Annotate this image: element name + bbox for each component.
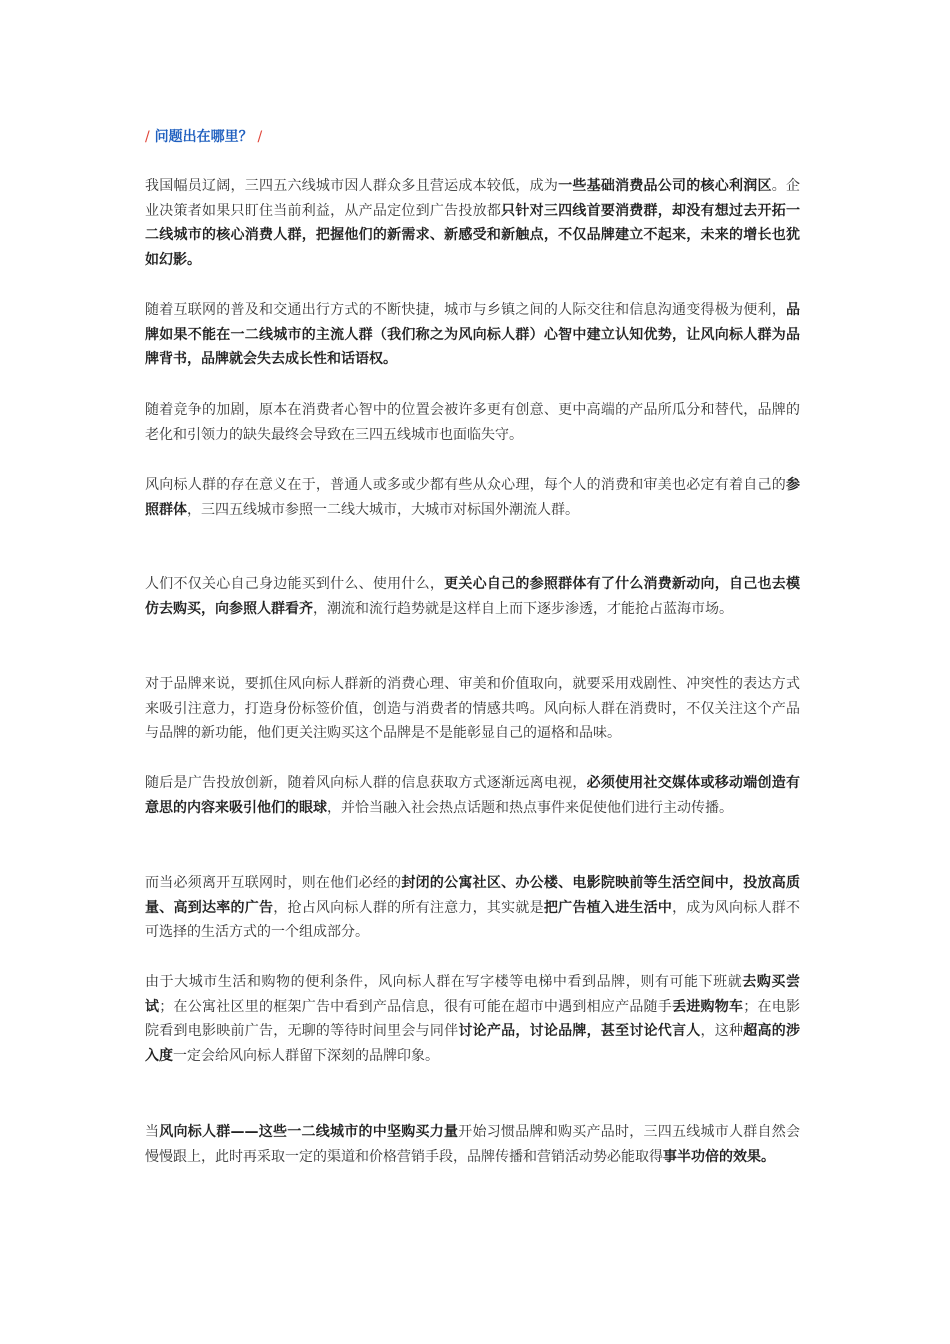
- emphasis-text: 只针对三四线首要消费群，却没有想过去开拓一二线城市的核心消费人群，把握他们的新需求、新感受和新触点，不仅品牌建立不起来，未来的增长也犹如幻影。: [145, 202, 800, 268]
- emphasis-text: 丢进购物车: [672, 998, 744, 1015]
- paragraph: [145, 871, 800, 945]
- emphasis-text: 必须使用社交媒体或移动端创造有意思的内容来吸引他们的眼球: [145, 775, 800, 816]
- heading-slash-left: /: [145, 129, 150, 145]
- paragraph: [145, 473, 800, 522]
- body-text: ，三四五线城市参照一二线大城市，大城市对标国外潮流人群。: [187, 501, 579, 518]
- body-text: 随后是广告投放创新，随着风向标人群的信息获取方式逐渐远离电视，: [145, 775, 587, 791]
- emphasis-text: 把广告植入进生活中: [543, 899, 673, 916]
- emphasis-text: 参照群体: [145, 477, 800, 518]
- body-text: 人们不仅关心自己身边能买到什么、使用什么，: [145, 576, 445, 592]
- paragraph: [145, 771, 800, 820]
- paragraph: [145, 672, 800, 746]
- section-heading: [145, 127, 262, 147]
- heading-slash-right: /: [257, 129, 263, 145]
- body-text: ，成为风向标人群不可选择的生活方式的一个组成部分。: [145, 899, 801, 940]
- emphasis-text: 风向标人群——这些一二线城市的中坚购买力量: [159, 1124, 459, 1140]
- emphasis-text: 超高的涉入度: [145, 1023, 801, 1064]
- body-text: 我国幅员辽阔，三四五六线城市因人群众多且营运成本较低，成为: [145, 178, 559, 194]
- body-text: 。企业决策者如果只盯住当前利益，从产品定位到广告投放都: [145, 178, 801, 219]
- emphasis-text: 去购买尝试: [145, 974, 801, 1015]
- paragraph: [145, 970, 800, 1068]
- paragraph: [145, 1120, 800, 1169]
- body-text: 风向标人群的存在意义在于，普通人或多或少都有些从众心理，每个人的消费和审美也必定有着自己的: [145, 477, 786, 493]
- body-text: 一定会给风向标人群留下深刻的品牌印象。: [173, 1047, 439, 1064]
- heading-title: 问题出在哪里？: [154, 129, 253, 145]
- paragraph: [145, 398, 800, 447]
- body-text: ，这种: [700, 1023, 744, 1039]
- paragraph: [145, 174, 800, 272]
- body-text: ，并恰当融入社会热点话题和热点事件来促使他们进行主动传播。: [327, 799, 733, 816]
- body-text: 当: [145, 1124, 160, 1140]
- body-text: ，抢占风向标人群的所有注意力，其实就是: [273, 899, 544, 916]
- body-text: ；在电影院看到电影映前广告，无聊的等待时间里会与同伴: [145, 998, 801, 1039]
- emphasis-text: 讨论产品，讨论品牌，甚至讨论代言人: [458, 1023, 701, 1039]
- body-text: 而当必须离开互联网时，则在他们必经的: [145, 875, 402, 891]
- paragraph: [145, 298, 800, 372]
- body-text: ；在公寓社区里的框架广告中看到产品信息，很有可能在超市中遇到相应产品随手: [159, 998, 673, 1015]
- body-text: 由于大城市生活和购物的便利条件，风向标人群在写字楼等电梯中看到品牌，则有可能下班就: [145, 974, 743, 990]
- body-text: 开始习惯品牌和购买产品时，三四五线城市人群自然会慢慢跟上，此时再采取一定的渠道和价格营销手段，品牌传播和营销活动势必能取得: [145, 1124, 800, 1165]
- emphasis-text: 事半功倍的效果。: [663, 1148, 775, 1165]
- body-text: 对于品牌来说，要抓住风向标人群新的消费心理、审美和价值取向，就要采用戏剧性、冲突性的表达方式来吸引注意力，打造身份标签价值，创造与消费者的情感共鸣。风向标人群在消费时，不仅关注这个产品与品牌的新功能，他们更关注购买这个品牌是不是能彰显自己的逼格和品味。: [145, 676, 800, 741]
- paragraph: [145, 572, 800, 621]
- emphasis-text: 更关心自己的参照群体有了什么消费新动向，自己也去模仿去购买，向参照人群看齐: [145, 576, 801, 617]
- emphasis-text: 一些基础消费品公司的核心利润区: [558, 178, 772, 194]
- emphasis-text: 封闭的公寓社区、办公楼、电影院映前等生活空间中，投放高质量、高到达率的广告: [145, 875, 801, 916]
- body-text: 随着互联网的普及和交通出行方式的不断快捷，城市与乡镇之间的人际交往和信息沟通变得极为便利，: [145, 302, 786, 318]
- body-text: 随着竞争的加剧，原本在消费者心智中的位置会被许多更有创意、更中高端的产品所瓜分和替代，品牌的老化和引领力的缺失最终会导致在三四五线城市也面临失守。: [145, 402, 800, 443]
- body-text: ，潮流和流行趋势就是这样自上而下逐步渗透，才能抢占蓝海市场。: [313, 600, 733, 617]
- emphasis-text: 品牌如果不能在一二线城市的主流人群（我们称之为风向标人群）心智中建立认知优势，让风向标人群为品牌背书，品牌就会失去成长性和话语权。: [145, 302, 800, 367]
